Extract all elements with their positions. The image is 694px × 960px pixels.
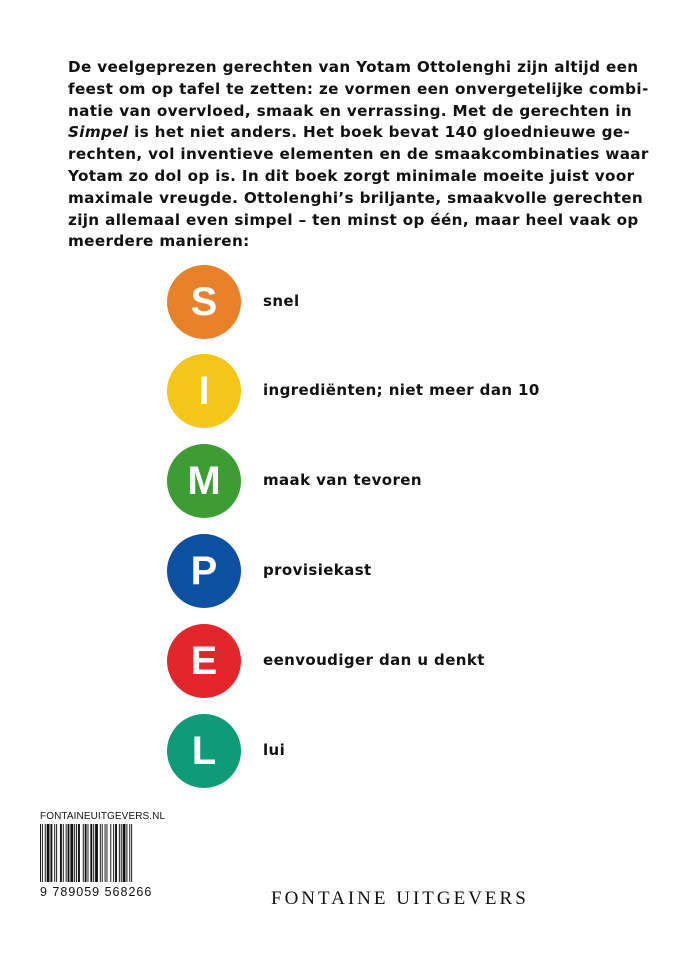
blurb-line: zijn allemaal even simpel – ten minst op één, maar heel vaak op (68, 210, 639, 229)
book-title: Simpel (68, 123, 129, 142)
barcode-bar (66, 824, 67, 882)
barcode-bar (93, 824, 94, 882)
blurb-line: rechten, vol inventieve elementen en de smaakcombinaties waar (68, 145, 649, 164)
barcode-bar (68, 824, 70, 882)
letter-circle-m: M (167, 444, 241, 518)
barcode (40, 824, 170, 882)
barcode-bar (45, 824, 46, 882)
publisher-website: FONTAINEUITGEVERS.NL (40, 811, 166, 822)
blurb-line (68, 122, 631, 144)
barcode-bar (40, 824, 41, 882)
simpel-row-p (167, 534, 587, 608)
barcode-bar (113, 824, 114, 882)
barcode-bar (88, 824, 89, 882)
blurb-line: De veelgeprezen gerechten van Yotam Ottolenghi zijn altijd een (68, 58, 639, 76)
simpel-row-i (167, 354, 587, 428)
barcode-bar (56, 824, 57, 882)
simpel-row-m (167, 444, 587, 518)
barcode-bar (105, 824, 106, 882)
letter-circle-i: I (167, 354, 241, 428)
simpel-row-s (167, 265, 587, 339)
barcode-bar (60, 824, 62, 882)
barcode-bar (119, 824, 120, 882)
barcode-bar (115, 824, 117, 882)
isbn-number: 9 789059 568266 (40, 885, 153, 899)
barcode-bar (85, 824, 87, 882)
publisher-name: FONTAINE UITGEVERS (271, 888, 529, 909)
barcode-bar (70, 824, 73, 882)
simpel-label: ingrediënten; niet meer dan 10 (263, 381, 540, 399)
simpel-label: maak van tevoren (263, 471, 422, 489)
barcode-bar (123, 824, 126, 882)
barcode-bar (110, 824, 111, 882)
simpel-label: lui (263, 741, 286, 759)
letter-circle-l: L (167, 714, 241, 788)
barcode-bar (42, 824, 43, 882)
blurb-line: Yotam zo dol op is. In dit boek zorgt minimale moeite juist voor (68, 166, 635, 185)
barcode-bar (83, 824, 84, 882)
barcode-bar (90, 824, 92, 882)
barcode-bar (129, 824, 130, 882)
barcode-bar (102, 824, 103, 882)
barcode-bar (47, 824, 50, 882)
blurb-line-rest: is het niet anders. Het boek bevat 140 gloednieuwe ge- (134, 123, 631, 142)
blurb-line: maximale vreugde. Ottolenghi’s briljante, smaakvolle gerechten (68, 188, 644, 207)
blurb-line: feest om op tafel te zetten: ze vormen een onvergetelijke combi- (68, 79, 649, 98)
barcode-bar (95, 824, 98, 882)
barcode-bar (78, 824, 80, 882)
barcode-bar (54, 824, 55, 882)
simpel-row-l (167, 714, 587, 788)
barcode-bar (100, 824, 101, 882)
simpel-label: snel (263, 292, 300, 310)
barcode-bar (131, 824, 132, 882)
barcode-bar (76, 824, 77, 882)
letter-circle-e: E (167, 624, 241, 698)
letter-circle-p: P (167, 534, 241, 608)
simpel-label: eenvoudiger dan u denkt (263, 651, 485, 669)
barcode-bar (107, 824, 108, 882)
blurb-line: natie van overvloed, smaak en verrassing. Met de gerechten in (68, 101, 633, 120)
simpel-label: provisiekast (263, 561, 372, 579)
barcode-bar (126, 824, 127, 882)
barcode-bar (50, 824, 52, 882)
letter-circle-s: S (167, 265, 241, 339)
blurb-text (68, 57, 649, 253)
simpel-row-e (167, 624, 587, 698)
barcode-bar (74, 824, 75, 882)
barcode-bar (121, 824, 122, 882)
barcode-bar (63, 824, 64, 882)
blurb-line: meerdere manieren: (68, 232, 250, 251)
